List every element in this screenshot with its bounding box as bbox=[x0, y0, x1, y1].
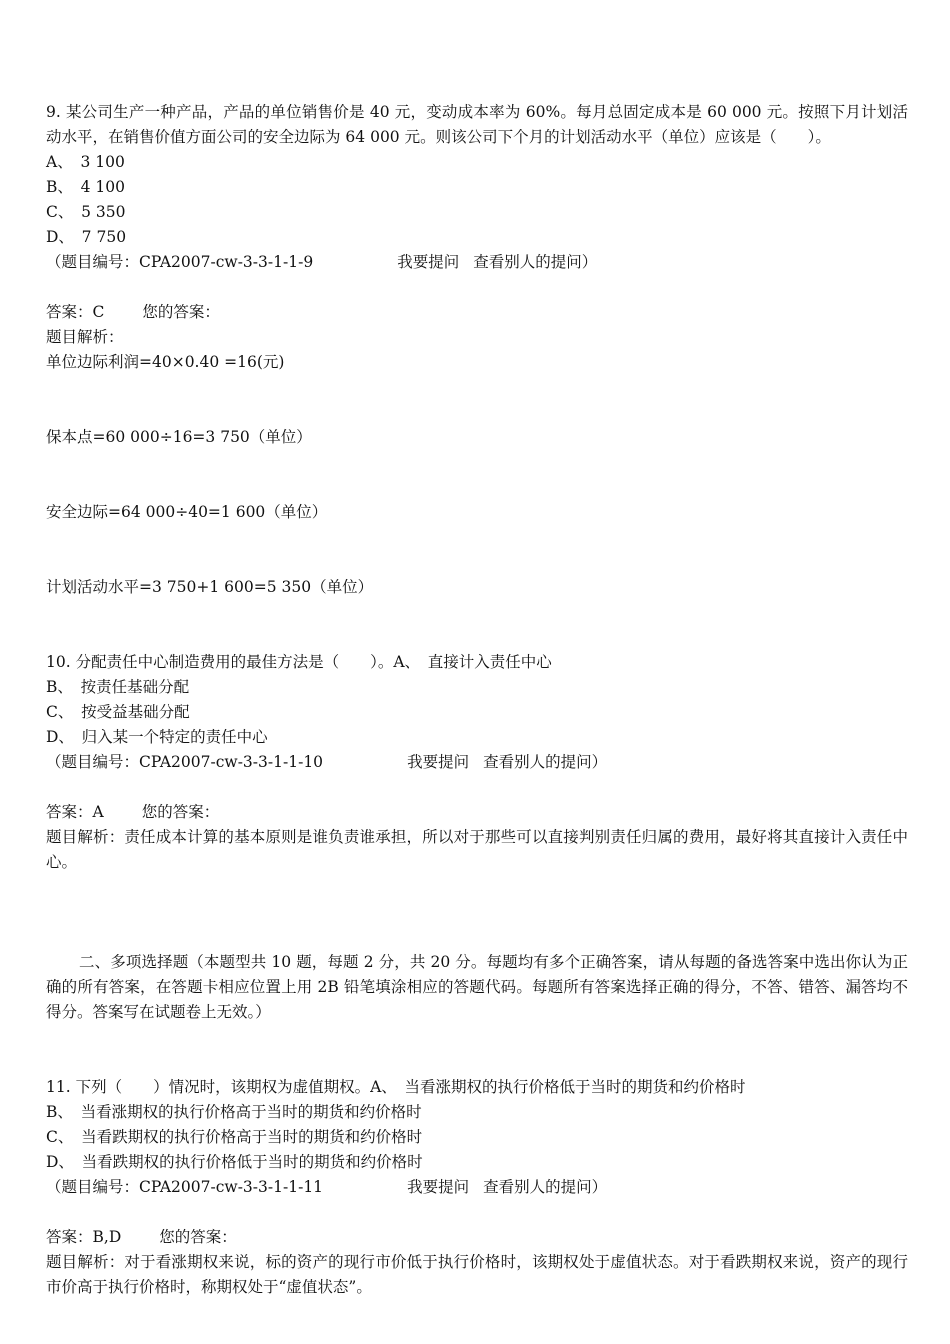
option-d: D、 归入某一个特定的责任中心 bbox=[46, 728, 268, 746]
your-answer: 您的答案： bbox=[141, 803, 220, 821]
document-page bbox=[46, 100, 908, 1300]
analysis-text: 题目解析：对于看涨期权来说，标的资产的现行市价低于执行价格时，该期权处于虚值状态。对于看跌期权来说，资产的现行市价高于执行价格时，称期权处于“虚值状态”。 bbox=[46, 1253, 908, 1296]
question-stem: 10. 分配责任中心制造费用的最佳方法是（ ）。A、 直接计入责任中心 bbox=[46, 653, 552, 671]
analysis-line: 单位边际利润=40×0.40 =16(元) bbox=[46, 353, 285, 371]
ask-question-link[interactable]: 我要提问 bbox=[407, 1178, 470, 1196]
your-answer: 您的答案： bbox=[159, 1228, 237, 1246]
section-instructions: 二、多项选择题（本题型共 10 题，每题 2 分，共 20 分。每题均有多个正确答案，请从每题的备选答案中选出你认为正确的所有答案，在答题卡相应位置上用 2B 铅笔填涂相应的答题代码。每题所有答案选择正确的得分，不答、错答、漏答均不得分。答案写在试题卷上无效。） bbox=[46, 953, 908, 1021]
view-questions-link[interactable]: 查看别人的提问） bbox=[483, 1178, 608, 1196]
option-d: D、 当看跌期权的执行价格低于当时的期货和约价格时 bbox=[46, 1153, 423, 1171]
ask-question-link[interactable]: 我要提问 bbox=[397, 253, 460, 271]
option-b: B、 4 100 bbox=[46, 178, 126, 196]
analysis-line: 安全边际=64 000÷40=1 600（单位） bbox=[46, 503, 328, 521]
correct-answer: 答案：B,D bbox=[46, 1228, 122, 1246]
question-id: （题目编号：CPA2007-cw-3-3-1-1-9 bbox=[46, 253, 314, 271]
option-c: C、 当看跌期权的执行价格高于当时的期货和约价格时 bbox=[46, 1128, 423, 1146]
question-meta bbox=[46, 1175, 908, 1200]
option-c: C、 5 350 bbox=[46, 203, 126, 221]
analysis-label: 题目解析： bbox=[46, 328, 124, 346]
option-d: D、 7 750 bbox=[46, 228, 127, 246]
question-meta bbox=[46, 750, 908, 775]
correct-answer: 答案：A bbox=[46, 803, 104, 821]
option-c: C、 按受益基础分配 bbox=[46, 703, 190, 721]
question-id: （题目编号：CPA2007-cw-3-3-1-1-10 bbox=[46, 753, 324, 771]
answer-row bbox=[46, 300, 908, 325]
question-id: （题目编号：CPA2007-cw-3-3-1-1-11 bbox=[46, 1178, 324, 1196]
ask-question-link[interactable]: 我要提问 bbox=[407, 753, 470, 771]
analysis-line: 计划活动水平=3 750+1 600=5 350（单位） bbox=[46, 578, 374, 596]
question-stem: 11. 下列（ ）情况时，该期权为虚值期权。A、 当看涨期权的执行价格低于当时的期货和约价格时 bbox=[46, 1078, 746, 1096]
analysis-text: 题目解析：责任成本计算的基本原则是谁负责谁承担，所以对于那些可以直接判别责任归属的费用，最好将其直接计入责任中心。 bbox=[46, 828, 908, 871]
answer-row bbox=[46, 1225, 908, 1250]
option-a: A、 3 100 bbox=[46, 153, 125, 171]
option-b: B、 当看涨期权的执行价格高于当时的期货和约价格时 bbox=[46, 1103, 422, 1121]
question-11 bbox=[46, 1075, 908, 1300]
question-meta bbox=[46, 250, 908, 275]
answer-row bbox=[46, 800, 908, 825]
question-10 bbox=[46, 650, 908, 875]
analysis-line: 保本点=60 000÷16=3 750（单位） bbox=[46, 428, 312, 446]
question-stem: 9. 某公司生产一种产品，产品的单位销售价是 40 元，变动成本率为 60%。每月总固定成本是 60 000 元。按照下月计划活动水平，在销售价值方面公司的安全边际为 64 000 元。则该公司下个月的计划活动水平（单位）应该是（ ）。 bbox=[46, 103, 908, 146]
option-b: B、 按责任基础分配 bbox=[46, 678, 190, 696]
correct-answer: 答案：C bbox=[46, 303, 105, 321]
question-9 bbox=[46, 100, 908, 600]
view-questions-link[interactable]: 查看别人的提问） bbox=[483, 753, 608, 771]
view-questions-link[interactable]: 查看别人的提问） bbox=[473, 253, 598, 271]
your-answer: 您的答案： bbox=[142, 303, 220, 321]
